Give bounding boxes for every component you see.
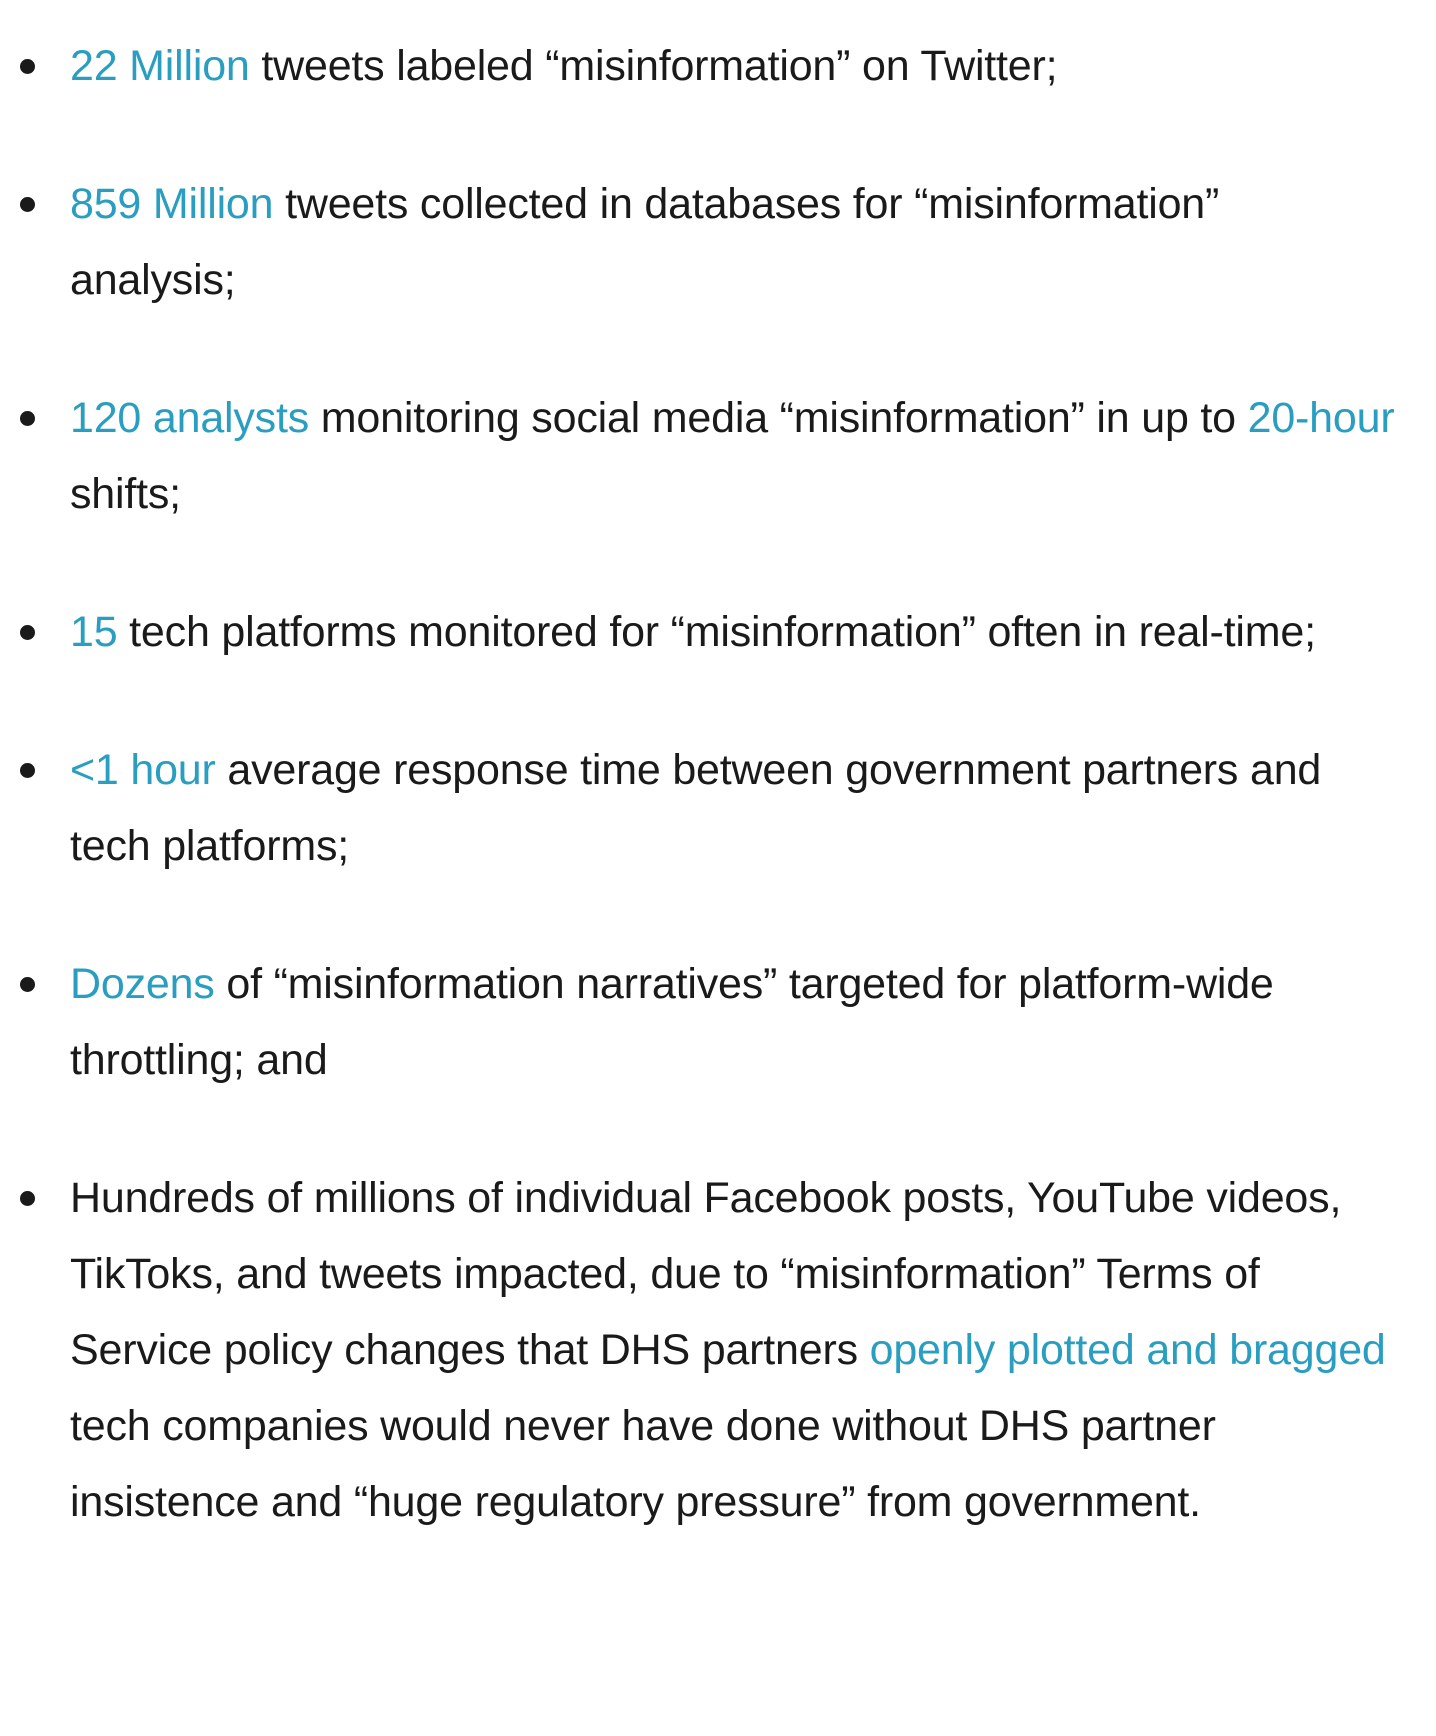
list-item (0, 594, 1436, 670)
highlighted-link-text[interactable]: <1 hour (70, 746, 216, 794)
highlighted-link-text[interactable]: 22 Million (70, 42, 250, 90)
bullet-dot-icon (20, 977, 35, 992)
list-item (0, 166, 1436, 318)
body-text: shifts; (70, 470, 181, 518)
body-text: tweets collected in databases for “misinformation” analysis; (70, 180, 1220, 304)
highlighted-link-text[interactable]: 15 (70, 608, 118, 656)
list-item (0, 28, 1436, 104)
highlighted-link-text[interactable]: 20-hour (1247, 394, 1395, 442)
list-item (0, 946, 1436, 1098)
bullet-dot-icon (20, 411, 35, 426)
list-item (0, 380, 1436, 532)
body-text: tweets labeled “misinformation” on Twitter; (249, 42, 1058, 90)
highlighted-link-text[interactable]: Dozens (70, 960, 215, 1008)
bullet-dot-icon (20, 1191, 35, 1206)
list-item (0, 1160, 1436, 1540)
body-text: tech platforms monitored for “misinformation” often in real-time; (117, 608, 1316, 656)
bullet-list (0, 28, 1436, 1602)
highlighted-link-text[interactable]: openly plotted and bragged (869, 1326, 1386, 1374)
bullet-dot-icon (20, 625, 35, 640)
bullet-dot-icon (20, 763, 35, 778)
body-text: of “misinformation narratives” targeted for platform-wide throttling; and (70, 960, 1274, 1084)
bullet-dot-icon (20, 197, 35, 212)
list-item (0, 732, 1436, 884)
body-text: monitoring social media “misinformation” in up to (309, 394, 1248, 442)
highlighted-link-text[interactable]: 859 Million (70, 180, 274, 228)
bullet-dot-icon (20, 59, 35, 74)
body-text: tech companies would never have done without DHS partner insistence and “huge regulatory pressure” from government. (70, 1402, 1216, 1526)
body-text: Hundreds of millions of individual Facebook posts, YouTube videos, TikToks, and tweets impacted, due to “misinformation” Terms of Service policy changes that DHS partners (70, 1174, 1342, 1374)
body-text: average response time between government partners and tech platforms; (70, 746, 1322, 870)
highlighted-link-text[interactable]: 120 analysts (70, 394, 310, 442)
